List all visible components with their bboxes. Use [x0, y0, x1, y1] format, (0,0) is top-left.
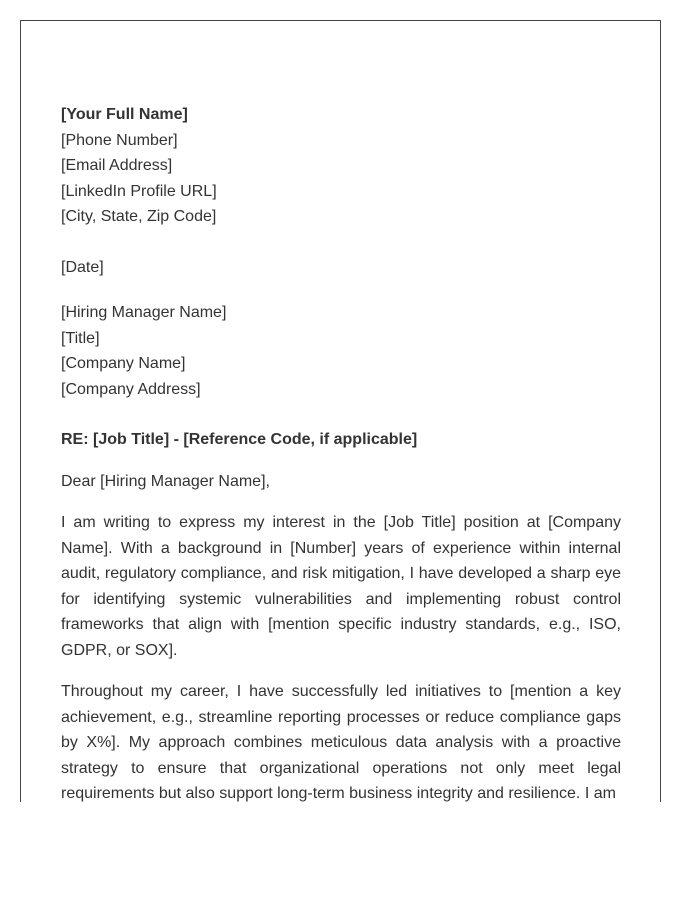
recipient-name: [Hiring Manager Name] — [61, 304, 227, 321]
document-page — [20, 20, 661, 802]
salutation: Dear [Hiring Manager Name], — [61, 472, 270, 490]
letter-date: [Date] — [61, 258, 104, 276]
sender-email: [Email Address] — [61, 157, 173, 174]
recipient-title: [Title] — [61, 329, 100, 347]
sender-block — [61, 102, 621, 230]
body-paragraph-2: Throughout my career, I have successfully led initiatives to [mention a key achievement, e.g., streamline reporting processes or reduce compliance gaps by X%]. My approach combines meticulous data analysis with a proactive strategy to ensure that organizational operations not only meet legal requirements but also support long-term business integrity and resilience. I am — [61, 683, 621, 802]
recipient-company: [Company Name] — [61, 355, 186, 372]
sender-full-name: [Your Full Name] — [61, 106, 188, 123]
body-paragraph-1: I am writing to express my interest in the [Job Title] position at [Company Name]. With a background in [Number] years of experience within internal audit, regulatory compliance, and risk mitigation, I have developed a sharp eye for identifying systemic vulnerabilities and implementing robust control frameworks that align with [mention specific industry standards, e.g., ISO, GDPR, or SOX]. — [61, 514, 621, 659]
letter-body — [61, 102, 621, 802]
subject-line: RE: [Job Title] - [Reference Code, if applicable] — [61, 431, 418, 448]
recipient-block — [61, 300, 621, 402]
sender-phone: [Phone Number] — [61, 131, 178, 149]
sender-linkedin: [LinkedIn Profile URL] — [61, 182, 217, 200]
recipient-address: [Company Address] — [61, 380, 201, 398]
sender-location: [City, State, Zip Code] — [61, 208, 217, 225]
